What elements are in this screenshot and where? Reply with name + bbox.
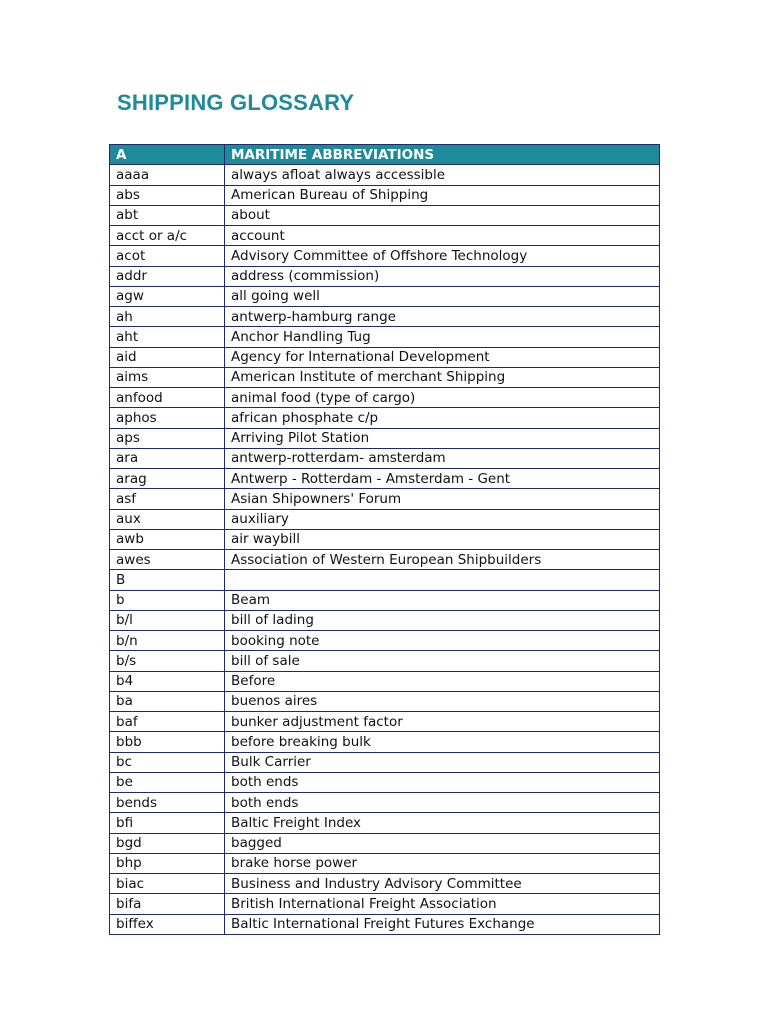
table-row — [110, 165, 660, 185]
meaning-cell: bill of lading — [225, 610, 660, 630]
table-row — [110, 286, 660, 306]
meaning-cell: booking note — [225, 631, 660, 651]
table-row — [110, 570, 660, 590]
table-row — [110, 833, 660, 853]
abbreviation-cell: acot — [110, 246, 225, 266]
abbreviation-cell: bbb — [110, 732, 225, 752]
abbreviation-cell: bends — [110, 793, 225, 813]
abbreviation-cell: aaaa — [110, 165, 225, 185]
glossary-table — [109, 144, 660, 935]
table-row — [110, 226, 660, 246]
meaning-cell: buenos aires — [225, 691, 660, 711]
meaning-cell: account — [225, 226, 660, 246]
abbreviation-cell: b/l — [110, 610, 225, 630]
abbreviation-cell: be — [110, 772, 225, 792]
abbreviation-cell: bc — [110, 752, 225, 772]
table-row — [110, 307, 660, 327]
meaning-cell: antwerp-rotterdam- amsterdam — [225, 448, 660, 468]
table-row — [110, 489, 660, 509]
table-row — [110, 469, 660, 489]
abbreviation-cell: B — [110, 570, 225, 590]
meaning-cell: address (commission) — [225, 266, 660, 286]
table-row — [110, 914, 660, 934]
meaning-cell: both ends — [225, 772, 660, 792]
abbreviation-cell: ah — [110, 307, 225, 327]
table-row — [110, 671, 660, 691]
abbreviation-cell: aims — [110, 367, 225, 387]
table-row — [110, 550, 660, 570]
table-row — [110, 367, 660, 387]
table-row — [110, 610, 660, 630]
meaning-cell: animal food (type of cargo) — [225, 388, 660, 408]
table-row — [110, 246, 660, 266]
header-title: MARITIME ABBREVIATIONS — [225, 145, 660, 165]
meaning-cell: bagged — [225, 833, 660, 853]
meaning-cell: all going well — [225, 286, 660, 306]
meaning-cell: Business and Industry Advisory Committee — [225, 874, 660, 894]
table-row — [110, 529, 660, 549]
meaning-cell: British International Freight Association — [225, 894, 660, 914]
abbreviation-cell: abt — [110, 205, 225, 225]
meaning-cell: air waybill — [225, 529, 660, 549]
abbreviation-cell: aps — [110, 428, 225, 448]
abbreviation-cell: b — [110, 590, 225, 610]
abbreviation-cell: addr — [110, 266, 225, 286]
table-row — [110, 772, 660, 792]
abbreviation-cell: asf — [110, 489, 225, 509]
abbreviation-cell: biac — [110, 874, 225, 894]
table-row — [110, 712, 660, 732]
abbreviation-cell: acct or a/c — [110, 226, 225, 246]
meaning-cell: Beam — [225, 590, 660, 610]
meaning-cell: both ends — [225, 793, 660, 813]
meaning-cell: Arriving Pilot Station — [225, 428, 660, 448]
meaning-cell: brake horse power — [225, 853, 660, 873]
abbreviation-cell: aht — [110, 327, 225, 347]
table-row — [110, 793, 660, 813]
meaning-cell: Agency for International Development — [225, 347, 660, 367]
table-row — [110, 408, 660, 428]
table-row — [110, 752, 660, 772]
table-row — [110, 874, 660, 894]
abbreviation-cell: abs — [110, 185, 225, 205]
table-row — [110, 732, 660, 752]
meaning-cell: Asian Shipowners' Forum — [225, 489, 660, 509]
abbreviation-cell: awes — [110, 550, 225, 570]
meaning-cell: Baltic Freight Index — [225, 813, 660, 833]
abbreviation-cell: aux — [110, 509, 225, 529]
meaning-cell: American Bureau of Shipping — [225, 185, 660, 205]
abbreviation-cell: ba — [110, 691, 225, 711]
abbreviation-cell: b/n — [110, 631, 225, 651]
table-row — [110, 347, 660, 367]
table-row — [110, 691, 660, 711]
abbreviation-cell: arag — [110, 469, 225, 489]
abbreviation-cell: bgd — [110, 833, 225, 853]
table-row — [110, 448, 660, 468]
table-row — [110, 327, 660, 347]
abbreviation-cell: awb — [110, 529, 225, 549]
table-row — [110, 631, 660, 651]
meaning-cell: Association of Western European Shipbuilders — [225, 550, 660, 570]
meaning-cell: Before — [225, 671, 660, 691]
abbreviation-cell: aphos — [110, 408, 225, 428]
meaning-cell: african phosphate c/p — [225, 408, 660, 428]
meaning-cell: antwerp-hamburg range — [225, 307, 660, 327]
abbreviation-cell: b4 — [110, 671, 225, 691]
abbreviation-cell: baf — [110, 712, 225, 732]
header-letter: A — [110, 145, 225, 165]
abbreviation-cell: bfi — [110, 813, 225, 833]
meaning-cell: bill of sale — [225, 651, 660, 671]
table-row — [110, 590, 660, 610]
abbreviation-cell: biffex — [110, 914, 225, 934]
meaning-cell: before breaking bulk — [225, 732, 660, 752]
abbreviation-cell: ara — [110, 448, 225, 468]
meaning-cell: Baltic International Freight Futures Exchange — [225, 914, 660, 934]
abbreviation-cell: bifa — [110, 894, 225, 914]
meaning-cell: Advisory Committee of Offshore Technology — [225, 246, 660, 266]
abbreviation-cell: b/s — [110, 651, 225, 671]
table-row — [110, 428, 660, 448]
abbreviation-cell: agw — [110, 286, 225, 306]
meaning-cell — [225, 570, 660, 590]
table-row — [110, 266, 660, 286]
table-row — [110, 205, 660, 225]
meaning-cell: Bulk Carrier — [225, 752, 660, 772]
abbreviation-cell: bhp — [110, 853, 225, 873]
meaning-cell: American Institute of merchant Shipping — [225, 367, 660, 387]
table-row — [110, 185, 660, 205]
meaning-cell: bunker adjustment factor — [225, 712, 660, 732]
meaning-cell: Anchor Handling Tug — [225, 327, 660, 347]
meaning-cell: about — [225, 205, 660, 225]
table-row — [110, 853, 660, 873]
table-row — [110, 813, 660, 833]
glossary-body — [110, 165, 660, 935]
meaning-cell: always afloat always accessible — [225, 165, 660, 185]
table-row — [110, 388, 660, 408]
table-header-row — [110, 145, 660, 165]
table-row — [110, 651, 660, 671]
abbreviation-cell: anfood — [110, 388, 225, 408]
abbreviation-cell: aid — [110, 347, 225, 367]
meaning-cell: Antwerp - Rotterdam - Amsterdam - Gent — [225, 469, 660, 489]
table-row — [110, 509, 660, 529]
table-row — [110, 894, 660, 914]
page-title: SHIPPING GLOSSARY — [117, 90, 355, 115]
meaning-cell: auxiliary — [225, 509, 660, 529]
